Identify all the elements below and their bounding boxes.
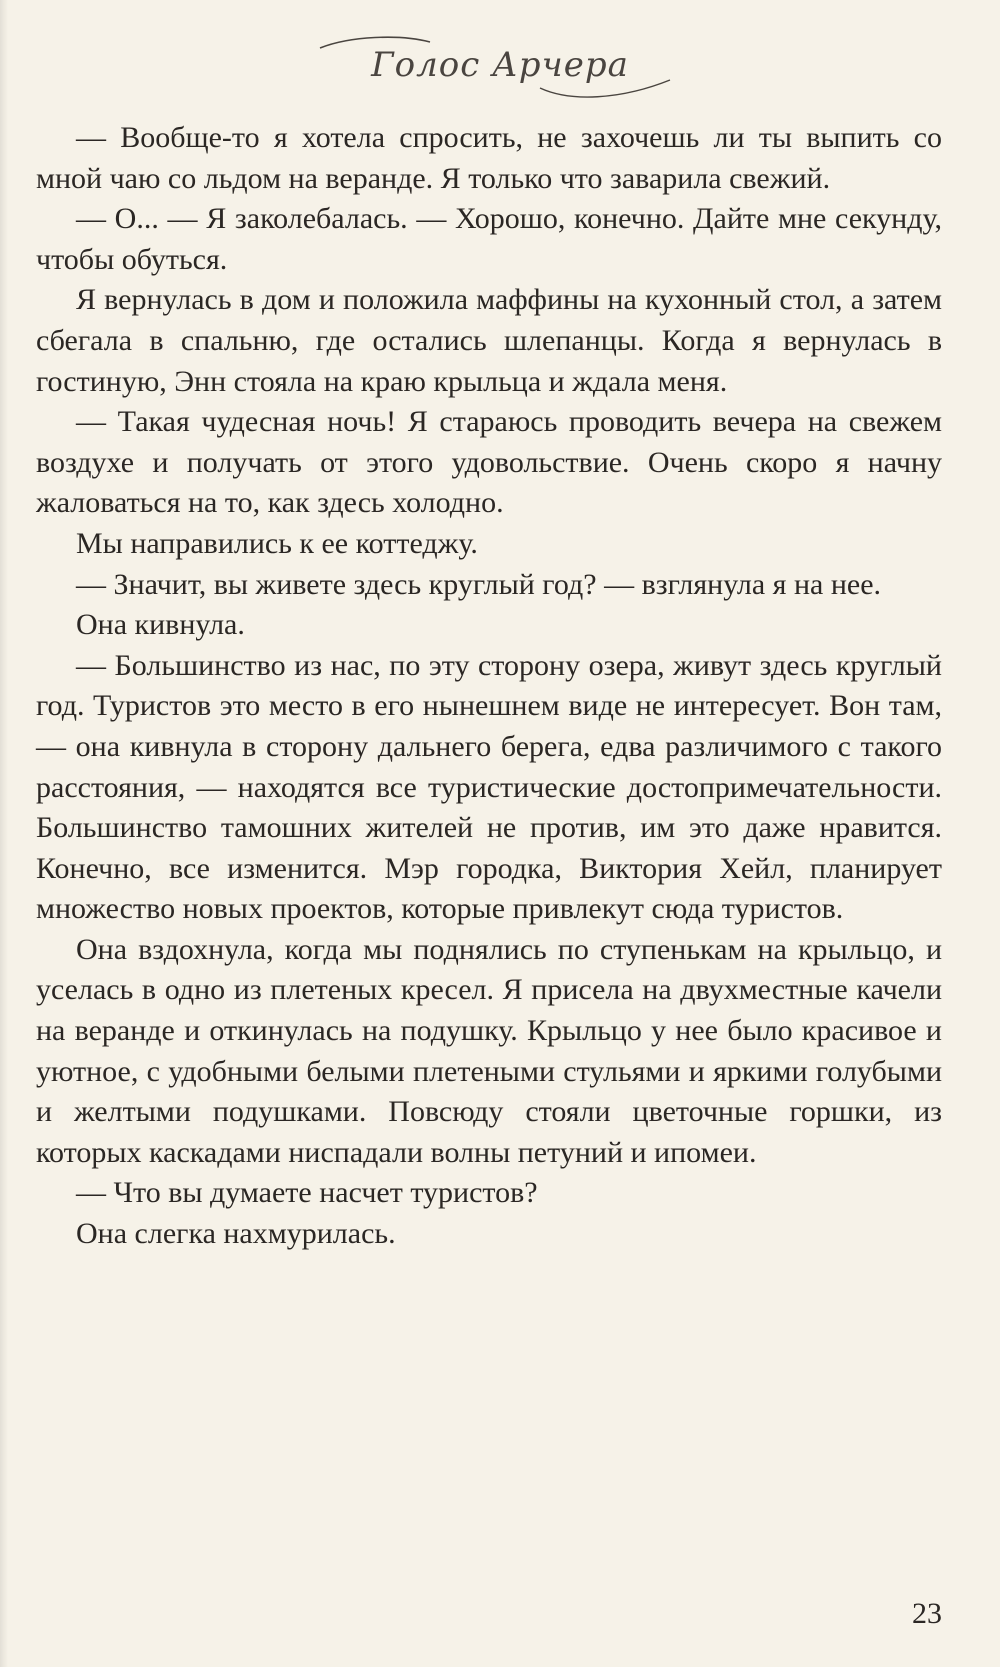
paragraph: — О... — Я заколебалась. — Хорошо, конечно. Дайте мне секунду, чтобы обуться. <box>36 202 942 276</box>
page-edge-shadow <box>0 0 8 1667</box>
page-number: 23 <box>912 1597 942 1630</box>
body-text <box>36 118 942 1255</box>
paragraph: Мы направились к ее коттеджу. <box>76 526 478 560</box>
paragraph: — Вообще-то я хотела спросить, не захочешь ли ты выпить со мной чаю со льдом на веранде. Я только что заварила свежий. <box>36 121 942 195</box>
running-title: Голос Арчера <box>371 45 629 85</box>
paragraph: — Значит, вы живете здесь круглый год? — взглянула я на нее. <box>76 567 882 601</box>
running-head <box>0 18 1000 108</box>
paragraph: Она кивнула. <box>76 608 245 642</box>
paragraph: — Большинство из нас, по эту сторону озера, живут здесь круглый год. Туристов это место в его нынешнем виде не интересует. Вон там, — она кивнула в сторону дальнего берега, едва различимого с такого расстояния, — находятся все туристические достопримечательности. Большинство тамошних жителей не против, им это даже нравится. Конечно, все изменится. Мэр городка, Виктория Хейл, планирует множество новых проектов, которые привлекут сюда туристов. <box>36 648 942 926</box>
paragraph: Я вернулась в дом и положила маффины на кухонный стол, а затем сбегала в спальню, где остались шлепанцы. Когда я вернулась в гостиную, Энн стояла на краю крыльца и ждала меня. <box>36 283 942 398</box>
running-title-script <box>290 18 710 108</box>
paragraph: Она вздохнула, когда мы поднялись по ступенькам на крыльцо, и уселась в одно из плетеных кресел. Я присела на двухместные качели на веранде и откинулась на подушку. Крыльцо у нее было красивое и уютное, с удобными белыми плетеными стульями и яркими голубыми и желтыми подушками. Повсюду стояли цветочные горшки, из которых каскадами ниспадали волны петуний и ипомеи. <box>36 932 942 1169</box>
paragraph: Она слегка нахмурилась. <box>76 1217 396 1251</box>
paragraph: — Такая чудесная ночь! Я стараюсь проводить вечера на свежем воздухе и получать от этого удовольствие. Очень скоро я начну жаловаться на то, как здесь холодно. <box>36 405 942 520</box>
paragraph: — Что вы думаете насчет туристов? <box>76 1176 538 1210</box>
